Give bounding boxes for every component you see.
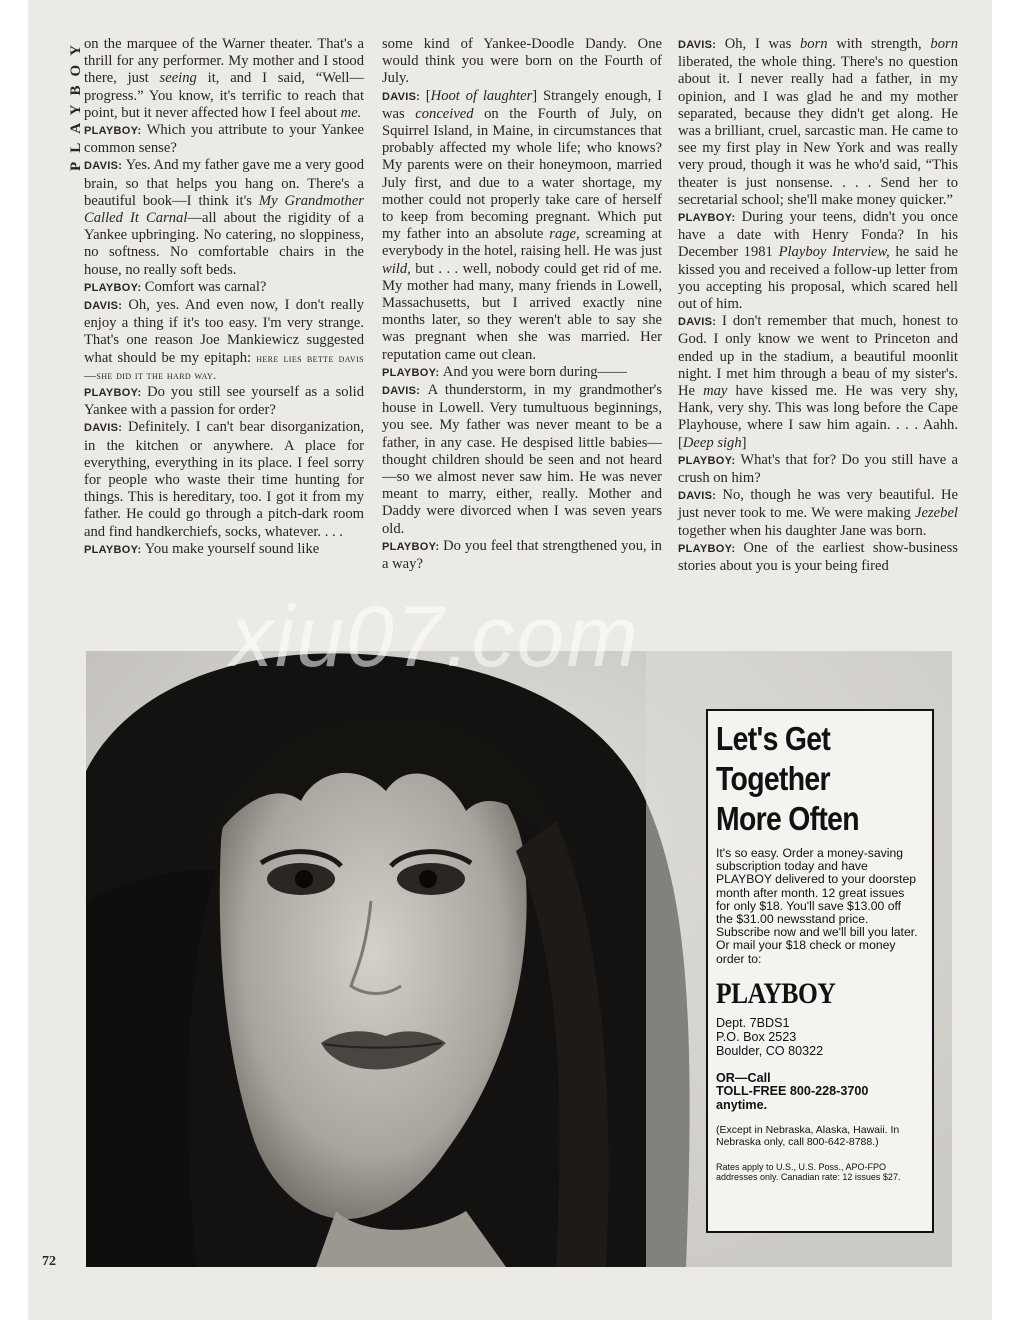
subscription-ad [706, 709, 934, 1233]
article-paragraph [84, 122, 364, 157]
speaker-label: DAVIS: [678, 316, 722, 329]
speaker-label: DAVIS: [84, 300, 129, 313]
body-text: One of the earliest show-business stories about you is your being fired [678, 539, 958, 575]
speaker-label: DAVIS: [84, 422, 128, 435]
body-text: Definitely. I can't bear disorganization, in the kitchen or anywhere. A place for everything, everything in its place. I feel sorry for people who waste their time hunting for things. This is hereditary, too. I got it from my father. He could go through a pitch-dark room and find handkerchiefs, socks, whatever. . . . [84, 419, 364, 540]
speaker-label: PLAYBOY: [84, 543, 145, 556]
article-paragraph [678, 487, 958, 540]
body-text: [ [425, 87, 431, 104]
body-text: What's that for? Do you still have a crush on him? [678, 451, 958, 487]
body-text: —all about the rigidity of a Yankee upbringing. No catering, no sloppiness, no softness. No comfortable chairs in the house, no really soft beds. [84, 210, 365, 278]
article-paragraph [678, 36, 958, 209]
italic-text: My Grandmother Called It Carnal [84, 192, 364, 227]
body-text: on the Fourth of July, on Squirrel Island, in Maine, in circumstances that probably affected my whole life; who knows? My parents were on their honeymoon, married July first, and due to a water shortage, my mother could not properly take care of herself to keep from becoming pregnant. Which put my father into an absolute [382, 105, 662, 243]
article-column-1 [84, 36, 364, 559]
body-text: No, though he was very beautiful. He just never took to me. We were making [678, 487, 958, 522]
italic-text: wild, [382, 260, 411, 277]
italic-text: me. [340, 104, 362, 121]
italic-text: rage, [549, 226, 580, 243]
ad-body-text: It's so easy. Order a money-saving subscription today and have PLAYBOY delivered to your doorstep month after month. 12 great issues for only $18. You'll save $13.00 off the $31.00 newsstand price. Subscribe now and we'll bill you later. Or mail your $18 check or money order to: [716, 846, 918, 966]
article-paragraph [84, 297, 364, 384]
article-paragraph [84, 384, 364, 419]
ad-toll-free-call: OR—Call TOLL-FREE 800-228-3700 anytime. [716, 1070, 869, 1112]
speaker-label: DAVIS: [678, 490, 723, 503]
body-text: Oh, I was [724, 36, 800, 52]
speaker-label: DAVIS: [382, 90, 426, 103]
ad-exceptions: (Except in Nebraska, Alaska, Hawaii. In Nebraska only, call 800-642-8788.) [716, 1124, 900, 1149]
italic-text: Hoot of laughter [430, 87, 533, 104]
body-text: During your teens, didn't you once have a date with Henry Fonda? In his December 1981 [678, 209, 958, 261]
body-text: I don't remember that much, honest to God. I only know we went to Princeton and ended up in the stadium, a beautiful moonlit night. I met him through a beau of my sister's. He [678, 313, 958, 400]
article-paragraph [84, 157, 364, 278]
italic-text: Jezebel [915, 505, 958, 522]
italic-text: born [800, 36, 828, 52]
speaker-label: DAVIS: [84, 160, 126, 173]
article-paragraph [382, 364, 662, 382]
body-text: some kind of Yankee-Doodle Dandy. One would think you were born on the Fourth of July. [382, 36, 662, 87]
article-paragraph [84, 36, 364, 122]
masthead: PLAYBOY [68, 36, 84, 171]
body-text: he said he kissed you and received a follow-up letter from you accepting his proposal, which scared hell out of him. [678, 244, 958, 313]
speaker-label: PLAYBOY: [678, 542, 744, 555]
body-text: together when his daughter Jane was born. [678, 522, 927, 539]
italic-text: born [930, 36, 958, 52]
article-paragraph [678, 209, 958, 313]
body-text: You make yourself sound like [144, 540, 320, 557]
speaker-label: DAVIS: [678, 39, 725, 51]
body-text: Yes. And my father gave me a very good brain, so that helps you hang on. There's a beautiful book—I think it's [84, 157, 365, 209]
article-column-3 [678, 36, 958, 575]
speaker-label: DAVIS: [382, 385, 428, 398]
body-text: Do you feel that strengthened you, in a way? [382, 537, 662, 573]
epitaph-text: here lies bette davis—she did it the hard way. [84, 350, 364, 382]
body-text: it, and I said, “Well—progress.” You know, it's terrific to reach that point, but it never affected how I feel about [84, 70, 364, 121]
watermark-text: xiu07.com [230, 589, 640, 685]
article-paragraph [678, 313, 958, 452]
body-text: ] [741, 434, 747, 451]
body-text: Oh, yes. And even now, I don't really enjoy a thing if it's too easy. I'm very strange. That's one reason Joe Mankiewicz suggested what should be my epitaph: [84, 297, 364, 366]
body-text: but . . . well, nobody could get rid of me. My mother had many, many friends in Lowell, Massachusetts, but I arrived exactly nine months later, so they weren't able to say she was pregnant when she was married. Her reputation came out clean. [382, 260, 662, 363]
speaker-label: PLAYBOY: [382, 540, 444, 553]
article-paragraph [382, 88, 662, 364]
italic-text: may [703, 383, 728, 400]
article-column-2 [382, 36, 662, 573]
body-text: And you were born during—— [442, 363, 627, 380]
article-paragraph [84, 541, 364, 559]
body-text: liberated, the whole thing. There's no question about it. I never really had a father, in my opinion, and I was glad he and my mother separated, because they didn't get along. He was a brilliant, cruel, sarcastic man. He came to see my first play in New York and was really very proud, though it was he who'd said, “This theater is just nonsense. . . . Send her to secretarial school; she'll make money quicker.” [678, 54, 958, 208]
page-number: 72 [42, 1254, 56, 1269]
body-text: Comfort was carnal? [144, 278, 267, 295]
body-text: Do you still see yourself as a solid Yankee with a passion for order? [84, 384, 364, 419]
body-text: ] Strangely enough, I was [382, 87, 662, 122]
article-paragraph [84, 279, 364, 297]
speaker-label: PLAYBOY: [84, 387, 148, 400]
article-paragraph [382, 538, 662, 573]
body-text: A thunderstorm, in my grandmother's house in Lowell. Very tumultuous beginnings, you see. My father was never meant to be a father, in any case. He despised little babies—thought children should be seen and not heard—so we almost never saw him. He was never meant to marry, either, really. Mother and Daddy were divorced when I was seven years old. [382, 382, 662, 537]
article-paragraph [382, 382, 662, 538]
body-text: screaming at everybody in the hotel, raising hell. He was just [382, 226, 662, 260]
speaker-label: PLAYBOY: [84, 281, 145, 294]
body-text: Which you attribute to your Yankee common sense? [84, 122, 364, 157]
speaker-label: PLAYBOY: [84, 125, 147, 138]
italic-text: conceived [415, 105, 474, 122]
article-paragraph [678, 452, 958, 487]
ad-mailing-address: Dept. 7BDS1 P.O. Box 2523 Boulder, CO 80322 [716, 1015, 824, 1058]
ad-brand-logo: PLAYBOY [716, 976, 836, 1010]
speaker-label: PLAYBOY: [678, 212, 742, 225]
article-paragraph [678, 540, 958, 575]
body-text: have kissed me. He was very shy, Hank, very shy. This was long before the Cape Playhouse, where I saw him again. . . . Aahh. [ [678, 383, 959, 451]
italic-text: seeing [159, 70, 197, 87]
body-text: on the marquee of the Warner theater. That's a thrill for any performer. My mother and I stood there, just [84, 36, 364, 87]
speaker-label: PLAYBOY: [678, 454, 741, 467]
speaker-label: PLAYBOY: [382, 366, 443, 379]
italic-text: Deep sigh [682, 434, 742, 451]
body-text: with strength, [827, 36, 931, 52]
italic-text: Playboy Interview, [778, 244, 890, 261]
ad-fine-print: Rates apply to U.S., U.S. Poss., APO-FPO addresses only. Canadian rate: 12 issues $27. [716, 1162, 901, 1183]
article-paragraph [84, 419, 364, 540]
ad-headline: Let's Get Together More Often [716, 720, 859, 837]
article-paragraph [382, 36, 662, 88]
